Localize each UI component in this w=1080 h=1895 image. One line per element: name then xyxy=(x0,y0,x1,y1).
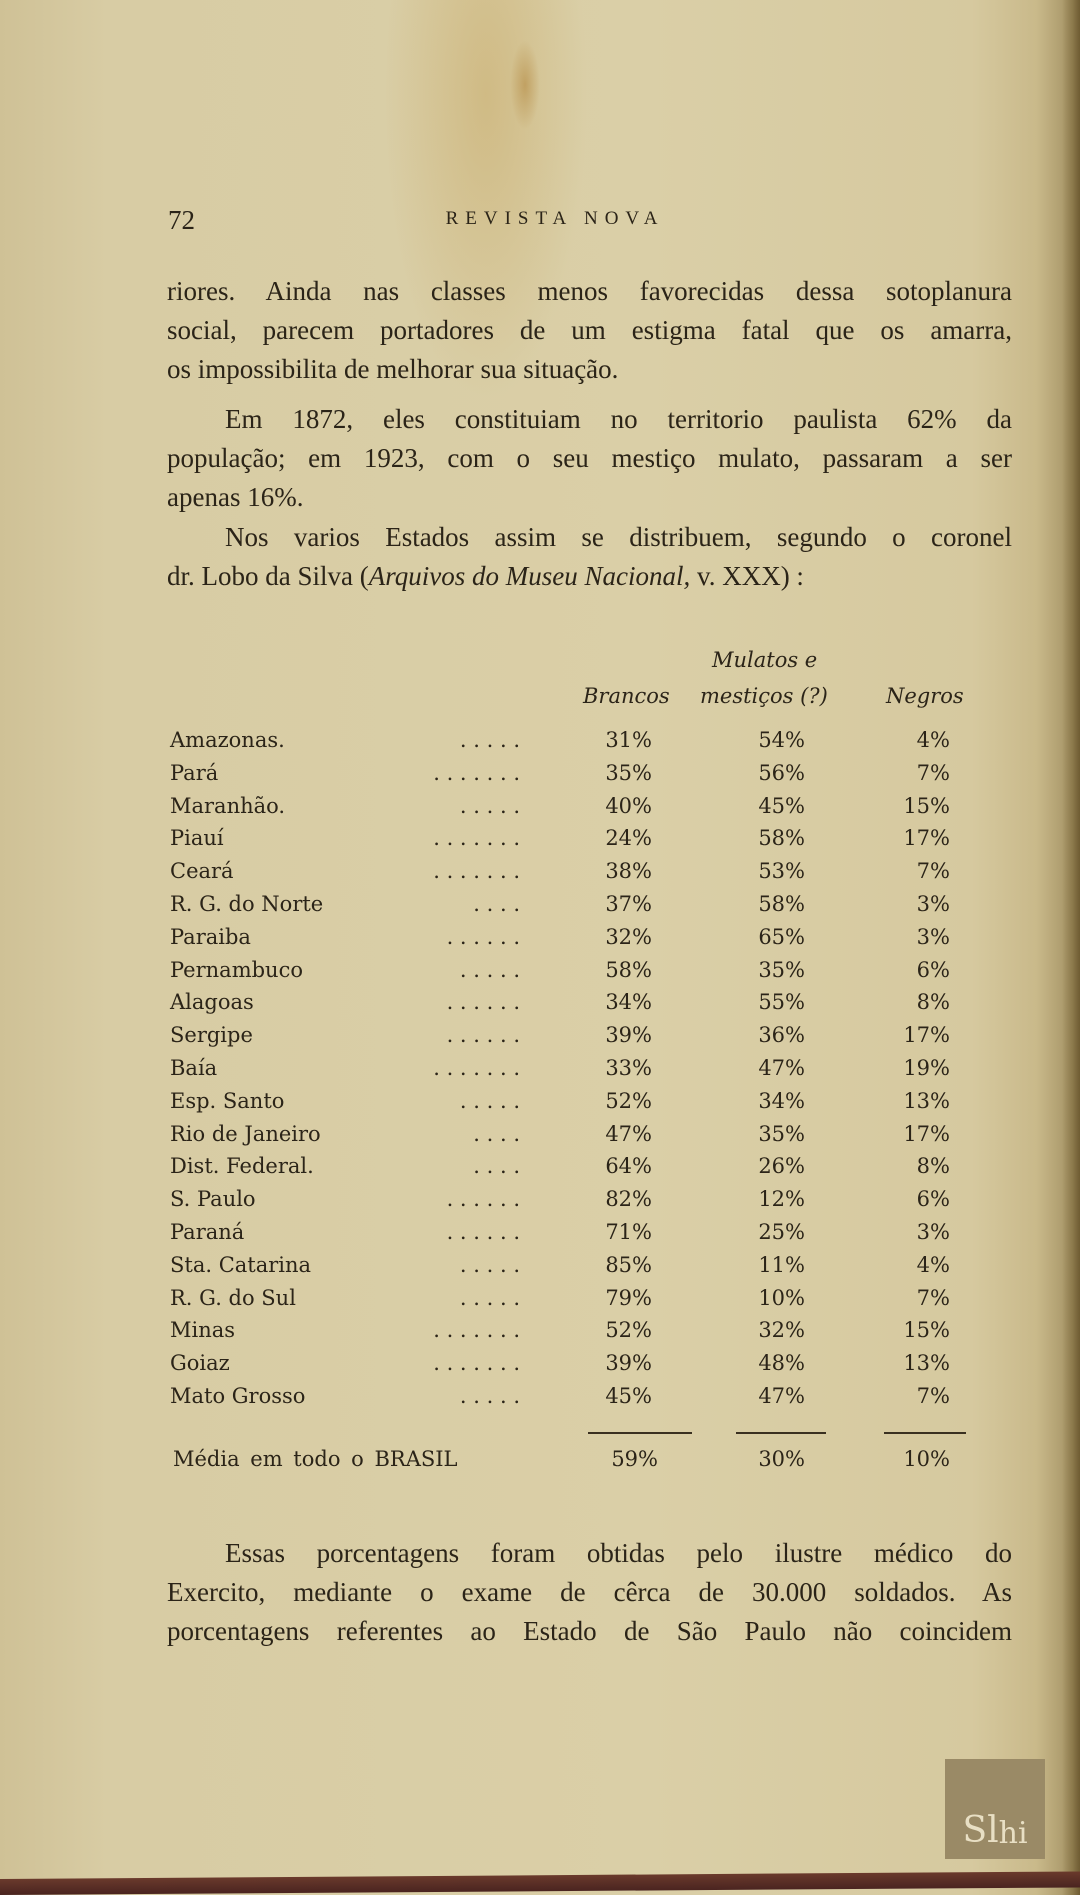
value-brancos: 64% xyxy=(605,1154,652,1179)
state-name: Amazonas. xyxy=(170,728,285,752)
paragraph-1 xyxy=(167,272,1012,389)
leader-dots: . . . . xyxy=(473,891,520,916)
value-brancos: 39% xyxy=(605,1023,652,1048)
leader-dots: . . . . . xyxy=(459,728,520,752)
leader-dots: . . . . . . . xyxy=(433,859,520,884)
value-mulatos: 65% xyxy=(758,924,805,949)
leader-dots: . . . . . xyxy=(459,793,520,818)
table-row xyxy=(0,1351,1080,1384)
state-name: Minas xyxy=(170,1318,236,1343)
table-row xyxy=(0,1187,1080,1220)
slhi-logo-icon xyxy=(945,1759,1045,1859)
paragraph-line: apenas 16%. xyxy=(167,482,304,512)
value-mulatos: 55% xyxy=(758,990,805,1015)
leader-dots: . . . . . . . xyxy=(433,1055,520,1080)
table-row xyxy=(0,1384,1080,1417)
total-brancos: 59% xyxy=(611,1447,658,1471)
leader-dots: . . . . . . . xyxy=(433,1351,520,1376)
table-row xyxy=(0,990,1080,1023)
logo-letters-hi: hi xyxy=(998,1816,1028,1851)
value-negros: 4% xyxy=(916,1252,950,1277)
leader-dots: . . . . xyxy=(473,1121,520,1146)
value-brancos: 32% xyxy=(605,924,652,949)
total-negros: 10% xyxy=(903,1447,950,1471)
value-brancos: 35% xyxy=(605,760,652,785)
value-negros: 17% xyxy=(903,1023,950,1048)
value-brancos: 39% xyxy=(605,1351,652,1376)
leader-dots: . . . . . . . xyxy=(433,1318,520,1343)
table-row xyxy=(0,1089,1080,1122)
table-row xyxy=(0,728,1080,761)
value-negros: 4% xyxy=(916,728,950,752)
value-brancos: 33% xyxy=(605,1055,652,1080)
value-mulatos: 11% xyxy=(758,1252,805,1277)
value-mulatos: 32% xyxy=(758,1318,805,1343)
value-negros: 3% xyxy=(916,891,950,916)
total-mulatos: 30% xyxy=(758,1447,805,1471)
leader-dots: . . . . . xyxy=(459,1383,520,1408)
value-mulatos: 25% xyxy=(758,1219,805,1244)
state-name: Paraná xyxy=(170,1219,245,1244)
sum-rule-negros xyxy=(884,1432,966,1434)
value-mulatos: 47% xyxy=(758,1055,805,1080)
state-name: Ceará xyxy=(170,859,234,884)
state-name: Goiaz xyxy=(170,1351,230,1376)
value-brancos: 52% xyxy=(605,1318,652,1343)
value-mulatos: 36% xyxy=(758,1023,805,1048)
table-row xyxy=(0,826,1080,859)
table-row xyxy=(0,1253,1080,1286)
value-negros: 7% xyxy=(916,760,950,785)
leader-dots: . . . . . xyxy=(459,957,520,982)
value-brancos: 34% xyxy=(605,990,652,1015)
state-name: Paraiba xyxy=(170,924,251,949)
citation-title: Arquivos do Museu Nacional, xyxy=(368,561,691,591)
table-row xyxy=(0,1318,1080,1351)
paragraph-line: Nos varios Estados assim se distribuem, segundo o coronel xyxy=(225,522,1012,552)
header-mulatos-line2: mestiços (?) xyxy=(700,684,828,708)
value-mulatos: 58% xyxy=(758,826,805,851)
leader-dots: . . . . . . . xyxy=(433,826,520,851)
leader-dots: . . . . . . xyxy=(446,924,520,949)
table-row xyxy=(0,958,1080,991)
paper-stain xyxy=(510,40,540,130)
value-brancos: 71% xyxy=(605,1219,652,1244)
state-name: Piauí xyxy=(170,826,224,851)
value-brancos: 45% xyxy=(605,1383,652,1408)
paragraph-line: social, parecem portadores de um estigma fatal que os amarra, xyxy=(167,315,1012,345)
value-mulatos: 35% xyxy=(758,1121,805,1146)
value-negros: 6% xyxy=(916,1187,950,1212)
value-mulatos: 53% xyxy=(758,859,805,884)
value-mulatos: 45% xyxy=(758,793,805,818)
state-name: Rio de Janeiro xyxy=(170,1121,321,1146)
state-name: Sta. Catarina xyxy=(170,1252,312,1277)
sum-rule-brancos xyxy=(588,1432,692,1434)
logo-letter-s: S xyxy=(962,1810,988,1851)
leader-dots: . . . . . . xyxy=(446,1187,520,1212)
state-name: Dist. Federal. xyxy=(170,1154,314,1179)
paragraph-line: Exercito, mediante o exame de cêrca de 30.000 soldados. As xyxy=(167,1577,1012,1607)
value-negros: 13% xyxy=(903,1088,950,1113)
value-negros: 17% xyxy=(903,826,950,851)
table-row xyxy=(0,1286,1080,1319)
value-mulatos: 47% xyxy=(758,1383,805,1408)
value-brancos: 85% xyxy=(605,1252,652,1277)
value-brancos: 79% xyxy=(605,1285,652,1310)
table-row xyxy=(0,925,1080,958)
table-row xyxy=(0,1056,1080,1089)
table-row xyxy=(0,1122,1080,1155)
paragraph-line: porcentagens referentes ao Estado de São Paulo não coincidem xyxy=(167,1616,1012,1646)
page-bottom-edge xyxy=(0,1871,1080,1895)
paragraph-line: riores. Ainda nas classes menos favorecidas dessa sotoplanura xyxy=(167,276,1012,306)
paragraph-4 xyxy=(167,1534,1012,1651)
leader-dots: . . . . . . . xyxy=(433,760,520,785)
value-mulatos: 58% xyxy=(758,891,805,916)
value-negros: 15% xyxy=(903,793,950,818)
state-name: Pernambuco xyxy=(170,957,303,982)
paragraph-line: população; em 1923, com o seu mestiço mulato, passaram a ser xyxy=(167,443,1012,473)
value-mulatos: 48% xyxy=(758,1351,805,1376)
table-total-row xyxy=(0,1447,1080,1481)
value-negros: 3% xyxy=(916,1219,950,1244)
paragraph-line: Essas porcentagens foram obtidas pelo ilustre médico do xyxy=(225,1538,1012,1568)
value-brancos: 58% xyxy=(605,957,652,982)
value-negros: 7% xyxy=(916,859,950,884)
value-mulatos: 54% xyxy=(758,728,805,752)
value-mulatos: 26% xyxy=(758,1154,805,1179)
value-negros: 19% xyxy=(903,1055,950,1080)
value-brancos: 31% xyxy=(605,728,652,752)
value-brancos: 40% xyxy=(605,793,652,818)
paragraph-2 xyxy=(167,400,1012,517)
state-name: Pará xyxy=(170,760,219,785)
table-row xyxy=(0,794,1080,827)
sum-rule-mulatos xyxy=(736,1432,826,1434)
header-negros: Negros xyxy=(886,684,964,708)
leader-dots: . . . . xyxy=(473,1154,520,1179)
value-negros: 6% xyxy=(916,957,950,982)
table-body xyxy=(0,728,1080,1417)
table-row xyxy=(0,1220,1080,1253)
value-brancos: 52% xyxy=(605,1088,652,1113)
running-head: REVISTA NOVA xyxy=(445,208,665,229)
state-name: Baía xyxy=(170,1055,218,1080)
page-number: 72 xyxy=(168,205,195,235)
value-negros: 8% xyxy=(916,1154,950,1179)
table-row xyxy=(0,761,1080,794)
total-label: Média em todo o BRASIL xyxy=(173,1447,458,1471)
table-row xyxy=(0,892,1080,925)
leader-dots: . . . . . . xyxy=(446,1023,520,1048)
leader-dots: . . . . . . xyxy=(446,1219,520,1244)
value-negros: 13% xyxy=(903,1351,950,1376)
state-name: Esp. Santo xyxy=(170,1088,285,1113)
value-negros: 8% xyxy=(916,990,950,1015)
value-mulatos: 12% xyxy=(758,1187,805,1212)
table-row xyxy=(0,1023,1080,1056)
table-row xyxy=(0,859,1080,892)
value-mulatos: 56% xyxy=(758,760,805,785)
paragraph-line: Em 1872, eles constituiam no territorio paulista 62% da xyxy=(225,404,1012,434)
value-mulatos: 10% xyxy=(758,1285,805,1310)
value-mulatos: 34% xyxy=(758,1088,805,1113)
citation-prefix: dr. Lobo da Silva ( xyxy=(167,561,369,591)
value-negros: 7% xyxy=(916,1285,950,1310)
value-negros: 17% xyxy=(903,1121,950,1146)
logo-letter-l: l xyxy=(987,1810,999,1851)
value-mulatos: 35% xyxy=(758,957,805,982)
leader-dots: . . . . . xyxy=(459,1285,520,1310)
leader-dots: . . . . . xyxy=(459,1252,520,1277)
paragraph-3 xyxy=(167,518,1012,596)
value-negros: 15% xyxy=(903,1318,950,1343)
paragraph-line-citation xyxy=(167,557,1012,596)
leader-dots: . . . . . xyxy=(459,1088,520,1113)
state-name: S. Paulo xyxy=(170,1187,256,1212)
value-negros: 7% xyxy=(916,1383,950,1408)
header-brancos: Brancos xyxy=(583,684,670,708)
citation-suffix: v. XXX) : xyxy=(690,561,804,591)
value-brancos: 24% xyxy=(605,826,652,851)
state-name: Mato Grosso xyxy=(170,1383,306,1408)
state-name: R. G. do Norte xyxy=(170,891,324,916)
value-brancos: 38% xyxy=(605,859,652,884)
state-name: Alagoas xyxy=(170,990,254,1015)
leader-dots: . . . . . . xyxy=(446,990,520,1015)
sum-rules xyxy=(0,1432,1080,1436)
value-negros: 3% xyxy=(916,924,950,949)
value-brancos: 47% xyxy=(605,1121,652,1146)
value-brancos: 82% xyxy=(605,1187,652,1212)
state-name: Maranhão. xyxy=(170,793,286,818)
header-mulatos-line1: Mulatos e xyxy=(712,648,818,672)
paragraph-line: os impossibilita de melhorar sua situação. xyxy=(167,354,619,384)
state-name: R. G. do Sul xyxy=(170,1285,296,1310)
state-name: Sergipe xyxy=(170,1023,253,1048)
table-row xyxy=(0,1154,1080,1187)
value-brancos: 37% xyxy=(605,891,652,916)
